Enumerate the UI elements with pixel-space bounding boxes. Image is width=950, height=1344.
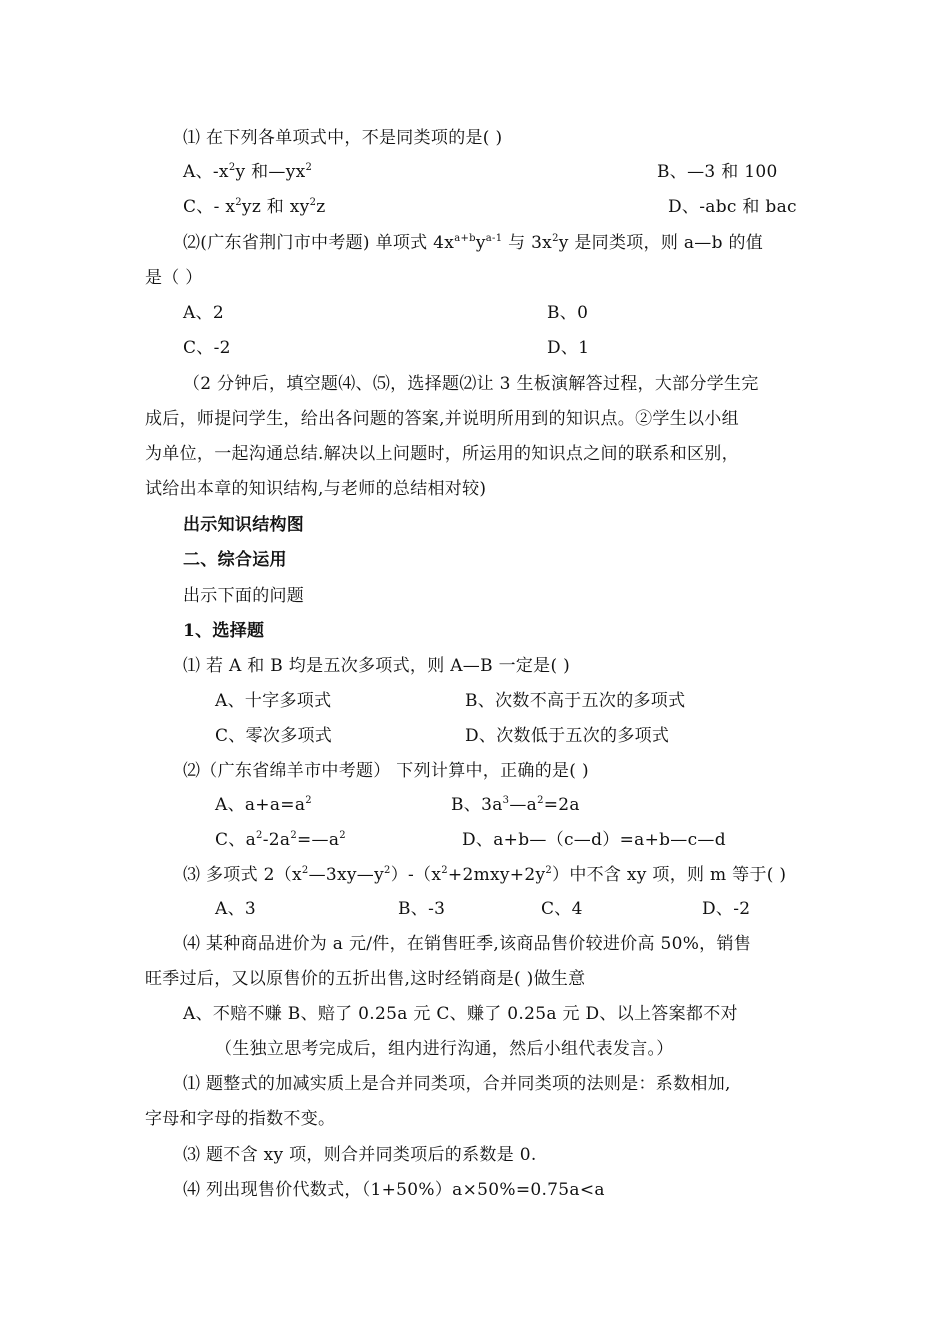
paragraph-line: 成后，师提问学生，给出各问题的答案,并说明所用到的知识点。②学生以小组 — [145, 409, 739, 429]
question-2-stem: ⑵(广东省荆门市中考题) 单项式 $4x^{a+b}y^{a-1}$ 与 $3x^2y$ 是同类项，则 a—b 的值 — [183, 233, 764, 253]
intro-text: 出示下面的问题 — [183, 586, 305, 606]
question-2-option-c: C、-2 — [183, 338, 231, 358]
answer-3: ⑶ 题不含 xy 项，则合并同类项后的系数是 0. — [183, 1145, 537, 1165]
question-1-option-a: A、$-x^2y$ 和$—yx^2$ — [183, 162, 313, 182]
question-1-option-d: D、-abc 和 bac — [668, 197, 797, 217]
problem-3-option-c: C、4 — [541, 899, 583, 919]
question-2-option-a: A、2 — [183, 303, 224, 323]
answer-4: ⑷ 列出现售价代数式，（1+50%）a×50%=0.75a<a — [183, 1180, 605, 1200]
question-1-option-c: C、- $x^2yz$ 和 $xy^2z$ — [183, 197, 326, 217]
question-2-option-d: D、1 — [547, 338, 590, 358]
problem-4-stem: ⑷ 某种商品进价为 a 元/件，在销售旺季,该商品售价较进价高 50%，销售 — [183, 934, 752, 954]
problem-1-option-b: B、次数不高于五次的多项式 — [465, 691, 686, 711]
problem-2-option-b: B、$3a^3—a^2=2a$ — [451, 795, 580, 815]
question-2-stem-cont: 是（ ） — [145, 268, 203, 288]
heading-knowledge-structure: 出示知识结构图 — [183, 515, 305, 535]
question-2-option-b: B、0 — [547, 303, 589, 323]
problem-4-stem-cont: 旺季过后，又以原售价的五折出售,这时经销商是( )做生意 — [145, 969, 586, 989]
paragraph-line: （2 分钟后，填空题⑷、⑸，选择题⑵让 3 生板演解答过程，大部分学生完 — [183, 374, 759, 394]
problem-1-option-c: C、零次多项式 — [215, 726, 333, 746]
teaching-note: （生独立思考完成后，组内进行沟通，然后小组代表发言。） — [215, 1039, 674, 1059]
problem-2-option-a: A、$a+a=a^2$ — [215, 795, 312, 815]
problem-1-stem: ⑴ 若 A 和 B 均是五次多项式，则 A—B 一定是( ) — [183, 656, 571, 676]
answer-1: ⑴ 题整式的加减实质上是合并同类项，合并同类项的法则是：系数相加, — [183, 1074, 731, 1094]
paragraph-line: 为单位，一起沟通总结.解决以上问题时，所运用的知识点之间的联系和区别， — [145, 444, 739, 464]
problem-1-option-d: D、次数低于五次的多项式 — [465, 726, 670, 746]
paragraph-line: 试给出本章的知识结构,与老师的总结相对较) — [145, 479, 487, 499]
problem-3-option-b: B、-3 — [398, 899, 446, 919]
problem-2-option-c: C、$a^2-2a^2=—a^2$ — [215, 830, 346, 850]
problem-2-option-d: D、a+b—（c—d）=a+b—c—d — [462, 830, 726, 850]
problem-3-option-d: D、-2 — [702, 899, 751, 919]
problem-3-stem: ⑶ 多项式 $2(x^2—3xy—y^2)-(x^2+2mxy+2y^2)$中不含 xy 项，则 m 等于( ) — [183, 865, 787, 885]
answer-1-cont: 字母和字母的指数不变。 — [145, 1109, 336, 1129]
question-1-option-b: B、—3 和 100 — [657, 162, 778, 182]
problem-1-option-a: A、十字多项式 — [215, 691, 332, 711]
question-1-stem: ⑴ 在下列各单项式中，不是同类项的是( ) — [183, 128, 503, 148]
heading-section-2: 二、综合运用 — [183, 550, 287, 570]
problem-3-option-a: A、3 — [215, 899, 256, 919]
problem-4-options: A、不赔不赚 B、赔了 0.25a 元 C、赚了 0.25a 元 D、以上答案都不对 — [183, 1004, 738, 1024]
problem-2-stem: ⑵（广东省绵羊市中考题） 下列计算中，正确的是( ) — [183, 761, 589, 781]
heading-choice-questions: 1、选择题 — [183, 621, 265, 641]
